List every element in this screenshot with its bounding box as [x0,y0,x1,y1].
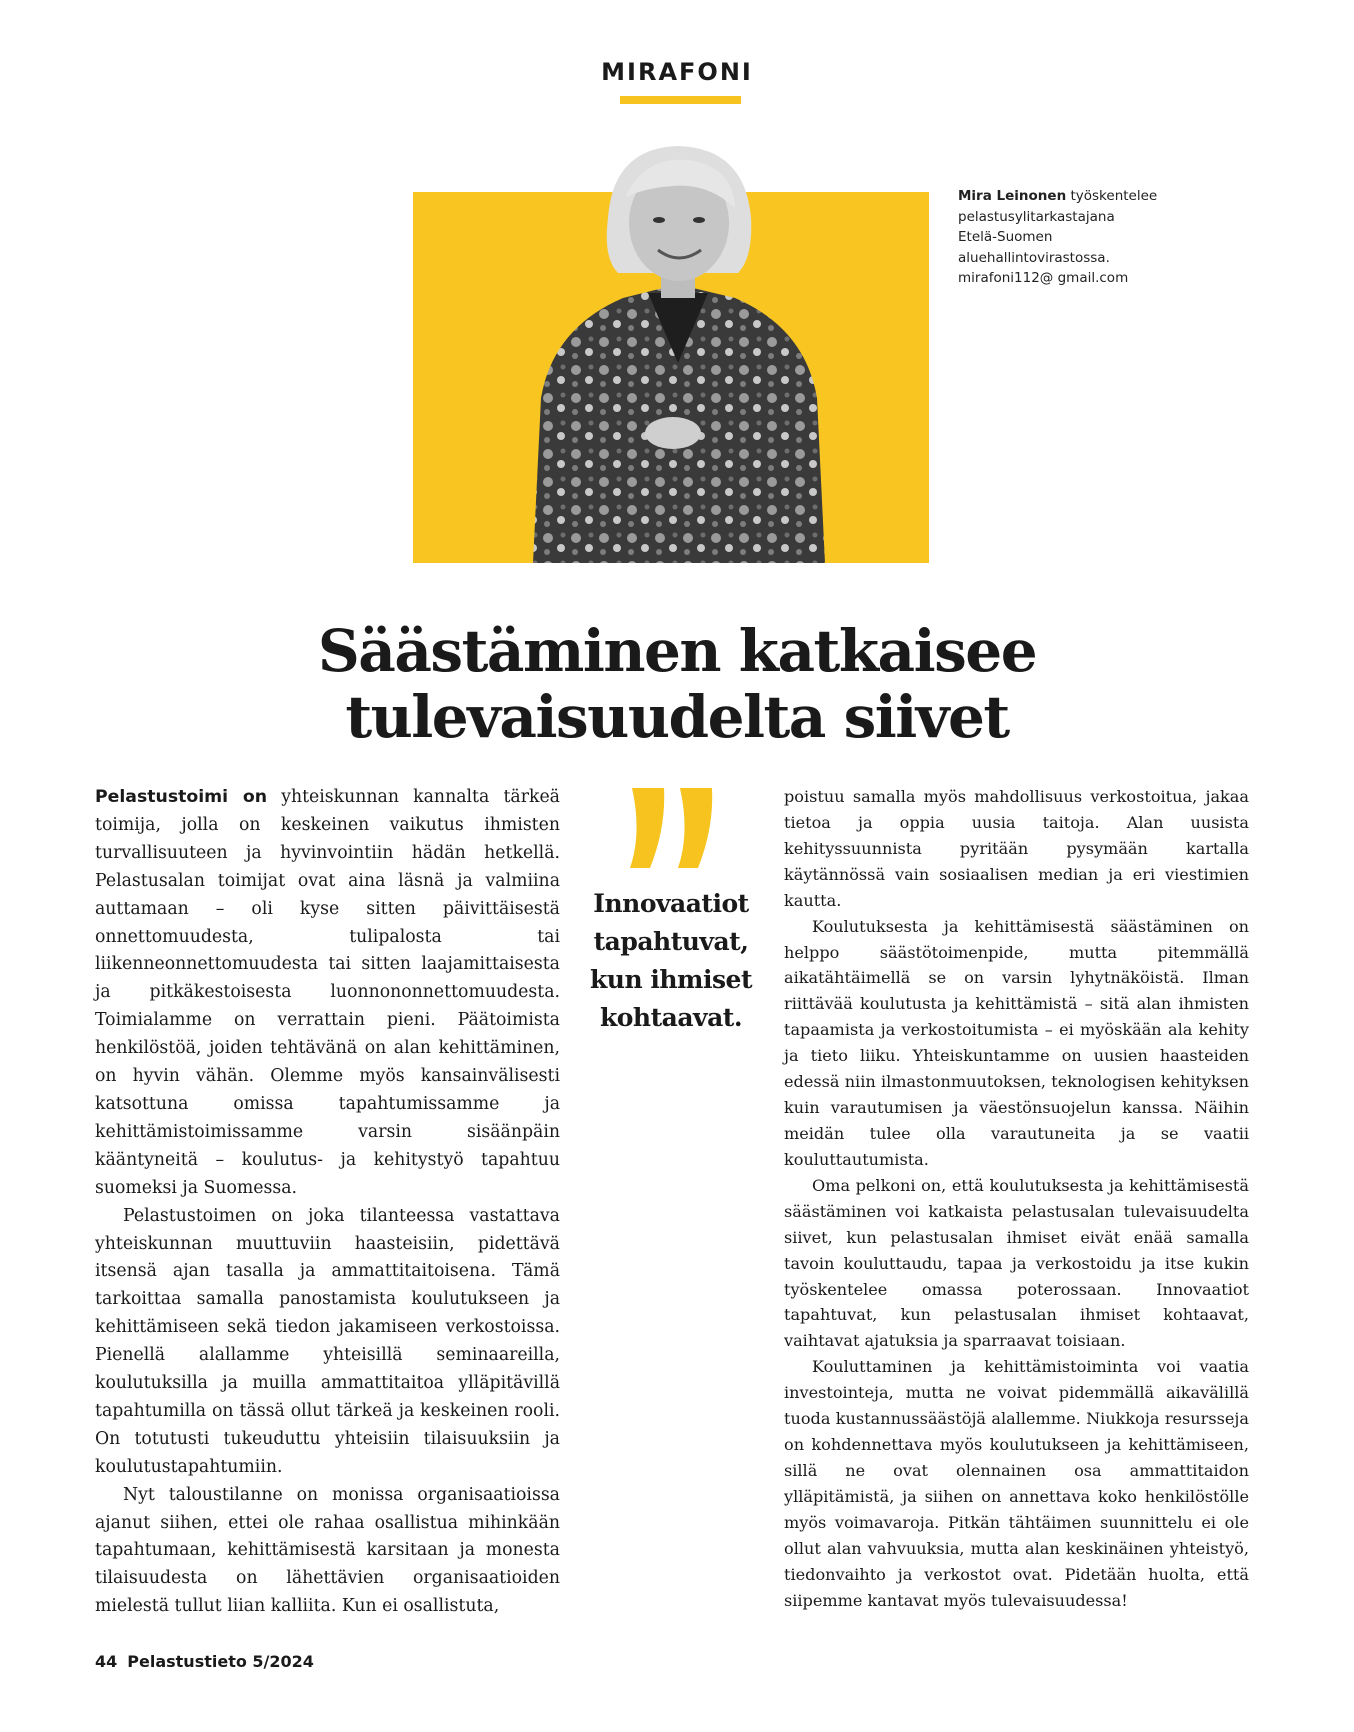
pull-quote-line-2: tapahtuvat, [593,927,749,956]
section-label: MIRAFONI [601,58,753,86]
article-column-right [784,784,1249,1614]
page-footer [95,1652,314,1671]
paragraph-3: Nyt taloustilanne on monissa organisaatioissa ajanut siihen, ettei ole rahaa osallistua mihinkään tapahtumaan, kehittämisestä karsitaan ja monesta tilaisuudesta on lähettävien organisaatioiden mielestä tullut liian kalliita. Kun ei osallistuta, [95,1484,560,1617]
paragraph-1 [95,784,560,1203]
author-bio: työskentelee pelastusylitarkastajana Etelä-Suomen aluehallintovirastossa. mirafoni112@ gmail.com [958,188,1158,286]
paragraph-3-continued: poistuu samalla myös mahdollisuus verkostoitua, jakaa tietoa ja oppia uusia taitoja. Alan uusista kehityssuunnista pyritään pysymään kartalla käytännössä vain sosiaalisen median ja eri viestimien kautta. [784,787,1249,910]
page-number: 44 [95,1652,118,1671]
paragraph-4: Koulutuksesta ja kehittämisestä säästäminen on helppo säästötoimenpide, mutta pitemmällä aikatähtäimellä se on varsin lyhytnäköistä. Ilman riittävää koulutusta ja kehittämistä – sitä alan ihmisten tapaamista ja verkostoitumista – ei myöskään ala kehity ja tieto liiku. Yhteiskuntamme on uusien haasteiden edessä niin ilmastonmuutoksen, teknologisen kehityksen kuin varautumisen ja väestönsuojelun kanssa. Näihin meidän tulee olla varautuneita ja se vaatii kouluttautumista. [784,916,1249,1169]
paragraph-2: Pelastustoimen on joka tilanteessa vastattava yhteiskunnan muuttuviin haasteisiin, pidettävä itsensä ajan tasalla ja ammattitaitoisena. Tämä tarkoittaa samalla panostamista koulutukseen ja kehittämiseen sekä tiedon jakamiseen verkostoissa. Pienellä alallamme yhteisillä seminaareilla, koulutuksilla ja muilla ammattitaitoa ylläpitävillä tapahtumilla on tässä ollut tärkeä ja keskeinen rooli. On totutusti tukeuduttu yhteisiin tilaisuuksiin ja koulutustapahtumiin. [95,1205,560,1477]
paragraph-5: Oma pelkoni on, että koulutuksesta ja kehittämisestä säästäminen voi katkaista pelastusalan tulevaisuudelta siivet, kun pelastusalan ihmiset eivät enää samalla tavoin kouluttaudu, tapaa ja verkostoidu ja itse kukin työskentelee omassa poterossaan. Innovaatiot tapahtuvat, kun pelastusalan ihmiset kohtaavat, vaihtavat ajatuksia ja sparraavat toisiaan. [784,1175,1249,1351]
article-column-left [95,784,560,1621]
section-underline [620,96,741,104]
lead-in: Pelastustoimi on [95,787,267,807]
pull-quote-line-1: Innovaatiot [593,889,749,918]
author-caption [958,186,1158,289]
article-title-line-2: tulevaisuudelta siivet [345,683,1009,751]
pull-quote [578,885,764,1037]
author-portrait [513,138,843,563]
pull-quote-line-3: kun ihmiset [589,965,753,994]
publication-name: Pelastustieto 5/2024 [127,1652,314,1671]
pull-quote-line-4: kohtaavat. [599,1003,743,1032]
paragraph-6: Kouluttaminen ja kehittämistoiminta voi vaatia investointeja, mutta ne voivat pidemmällä aikavälillä tuoda kustannussäästöjä alallemme. Niukkoja resursseja on kohdennettava myös koulutukseen ja kehittämiseen, sillä ne ovat olennainen osa ammattitaidon ylläpitämistä, ja siihen on annettava koko henkilöstölle myös voimavaroja. Pitkän tähtäimen suunnittelu ei ole ollut alan vahvuuksia, mutta alan keskinäinen yhteistyö, tiedonvaihto ja verkostot ovat. Pidetään huolta, että siipemme kantavat myös tulevaisuudessa! [784,1357,1249,1610]
quote-mark-icon [622,788,722,868]
author-name: Mira Leinonen [958,188,1067,204]
article-title [0,618,1354,750]
paragraph-1-text: yhteiskunnan kannalta tärkeä toimija, jolla on keskeinen vaikutus ihmisten turvallisuuteen ja hyvinvointiin hädän hetkellä. Pelastusalan toimijat ovat aina läsnä ja valmiina auttamaan – oli kyse sitten päivittäisestä onnettomuudesta, tulipalosta tai liikenneonnettomuudesta tai sitten laajamittaisesta ja pitkäkestoisesta luonnononnettomuudesta. Toimialamme on verrattain pieni. Päätoimista henkilöstöä, joiden tehtävänä on alan kehittäminen, on hyvin vähän. Olemme myös kansainvälisesti katsottuna omissa tapahtumissamme ja kehittämistoimissamme varsin sisäänpäin kääntyneitä – koulutus- ja kehitystyö tapahtuu suomeksi ja Suomessa. [95,787,560,1198]
article-title-line-1: Säästäminen katkaisee [317,617,1037,685]
